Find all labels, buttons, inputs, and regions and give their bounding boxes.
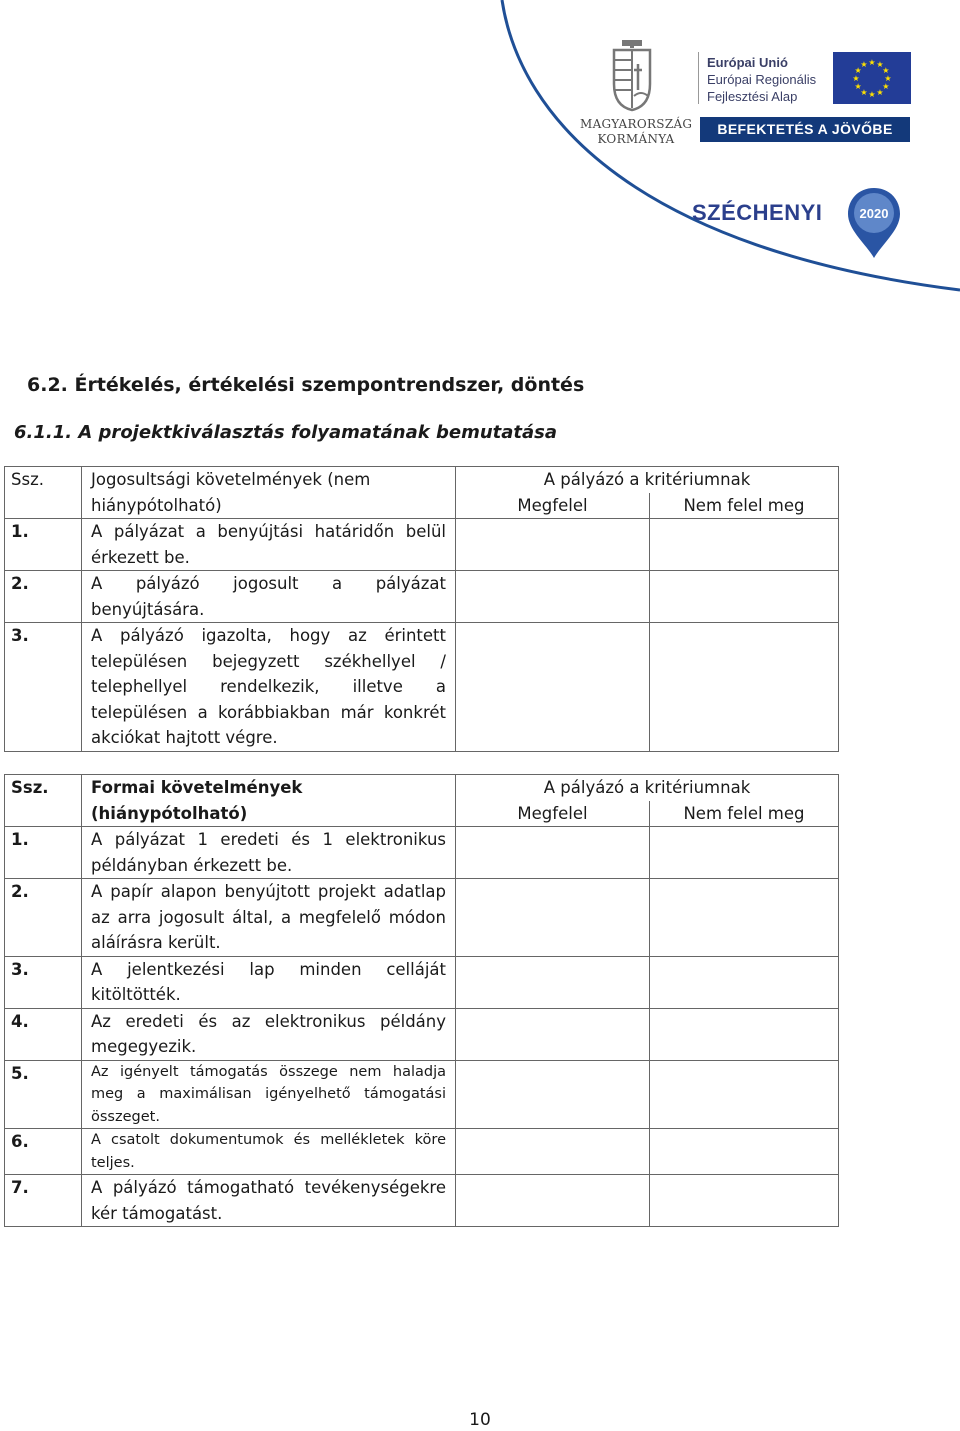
eligibility-requirements-table (4, 466, 839, 752)
header-criteria-group: A pályázó a kritériumnak (456, 775, 839, 801)
table-row (5, 956, 839, 1008)
eu-star-icon: ★ (860, 60, 868, 70)
eu-star-icon: ★ (860, 87, 868, 97)
megfelel-cell[interactable] (456, 623, 650, 752)
megfelel-cell[interactable] (456, 571, 650, 623)
row-number: 3. (5, 956, 82, 1008)
megfelel-cell[interactable] (456, 827, 650, 879)
eu-logo-line2: Európai Regionális (707, 72, 817, 87)
row-requirement: A papír alapon benyújtott projekt adatlap az arra jogosult által, a megfelelő módon aláírásra került. (82, 879, 456, 957)
header-nem-felel-meg: Nem felel meg (650, 801, 839, 827)
header-nem-felel-meg: Nem felel meg (650, 493, 839, 519)
table-row (5, 1175, 839, 1227)
eu-logo-line3: Fejlesztési Alap (707, 89, 798, 104)
table-row (5, 1129, 839, 1175)
header-requirements: Formai követelmények (hiánypótolható) (82, 775, 456, 827)
invest-banner: BEFEKTETÉS A JÖVŐBE (700, 117, 910, 142)
eu-star-icon: ★ (876, 60, 884, 70)
eu-star-icon: ★ (876, 87, 884, 97)
row-number: 7. (5, 1175, 82, 1227)
row-number: 6. (5, 1129, 82, 1175)
formal-requirements-table (4, 774, 839, 1227)
eu-star-icon: ★ (868, 90, 876, 99)
table-row (5, 827, 839, 879)
nem-felel-meg-cell[interactable] (650, 827, 839, 879)
eu-star-icon: ★ (868, 58, 876, 67)
megfelel-cell[interactable] (456, 1060, 650, 1129)
subsection-title: 6.1.1. A projektkiválasztás folyamatának bemutatása (14, 422, 558, 443)
row-requirement: A pályázó igazolta, hogy az érintett településen bejegyzett székhellyel / telephellyel rendelkezik, illetve a településen a korábbiakban már konkrét akciókat hajtott végre. (82, 623, 456, 752)
government-logo-text (580, 117, 692, 147)
header-requirements: Jogosultsági követelmények (nem hiánypótolható) (82, 467, 456, 519)
row-requirement: Az igényelt támogatás összege nem haladja meg a maximálisan igényelhető támogatási összeget. (82, 1060, 456, 1129)
row-requirement: A pályázó jogosult a pályázat benyújtására. (82, 571, 456, 623)
nem-felel-meg-cell[interactable] (650, 571, 839, 623)
row-requirement: A pályázat a benyújtási határidőn belül érkezett be. (82, 519, 456, 571)
table-row (5, 1060, 839, 1129)
eu-logo-text (707, 54, 816, 105)
row-number: 1. (5, 827, 82, 879)
nem-felel-meg-cell[interactable] (650, 1175, 839, 1227)
table-header-row (5, 775, 839, 801)
nem-felel-meg-cell[interactable] (650, 879, 839, 957)
eu-star-icon: ★ (854, 66, 862, 75)
eu-star-icon: ★ (854, 82, 862, 91)
megfelel-cell[interactable] (456, 519, 650, 571)
nem-felel-meg-cell[interactable] (650, 1060, 839, 1129)
government-logo-line1: MAGYARORSZÁG (580, 117, 693, 131)
section-title: 6.2. Értékelés, értékelési szempontrendszer, döntés (27, 374, 585, 396)
eu-star-icon: ★ (884, 74, 892, 83)
megfelel-cell[interactable] (456, 879, 650, 957)
nem-felel-meg-cell[interactable] (650, 956, 839, 1008)
table-row (5, 1008, 839, 1060)
row-requirement: A csatolt dokumentumok és mellékletek köre teljes. (82, 1129, 456, 1175)
eu-logo-line1: Európai Unió (707, 55, 788, 70)
nem-felel-meg-cell[interactable] (650, 1129, 839, 1175)
eu-star-icon: ★ (852, 74, 860, 83)
table-row (5, 571, 839, 623)
row-requirement: A pályázat 1 eredeti és 1 elektronikus példányban érkezett be. (82, 827, 456, 879)
szechenyi-pin-icon (846, 186, 902, 260)
megfelel-cell[interactable] (456, 956, 650, 1008)
header-ssz: Ssz. (5, 775, 82, 827)
megfelel-cell[interactable] (456, 1175, 650, 1227)
row-number: 2. (5, 571, 82, 623)
nem-felel-meg-cell[interactable] (650, 623, 839, 752)
nem-felel-meg-cell[interactable] (650, 1008, 839, 1060)
page-number: 10 (469, 1410, 491, 1430)
row-number: 2. (5, 879, 82, 957)
row-number: 1. (5, 519, 82, 571)
row-requirement: Az eredeti és az elektronikus példány megegyezik. (82, 1008, 456, 1060)
szechenyi-logo-text: SZÉCHENYI (692, 200, 823, 225)
eu-star-icon: ★ (882, 66, 890, 75)
table-row (5, 623, 839, 752)
table-header-row (5, 467, 839, 493)
table-row (5, 519, 839, 571)
row-requirement: A jelentkezési lap minden celláját kitöltötték. (82, 956, 456, 1008)
header-ssz: Ssz. (5, 467, 82, 519)
row-number: 4. (5, 1008, 82, 1060)
row-number: 3. (5, 623, 82, 752)
table-row (5, 879, 839, 957)
header-criteria-group: A pályázó a kritériumnak (456, 467, 839, 493)
row-number: 5. (5, 1060, 82, 1129)
eu-star-icon: ★ (882, 82, 890, 91)
szechenyi-year: 2020 (859, 206, 889, 221)
nem-felel-meg-cell[interactable] (650, 519, 839, 571)
row-requirement: A pályázó támogatható tevékenységekre kér támogatást. (82, 1175, 456, 1227)
header-arc-decoration (0, 0, 960, 300)
coat-of-arms-icon (608, 40, 656, 112)
logo-divider (698, 52, 699, 104)
header-megfelel: Megfelel (456, 493, 650, 519)
megfelel-cell[interactable] (456, 1129, 650, 1175)
government-logo-line2: KORMÁNYA (597, 132, 675, 146)
megfelel-cell[interactable] (456, 1008, 650, 1060)
header-megfelel: Megfelel (456, 801, 650, 827)
eu-flag-icon (833, 52, 911, 104)
